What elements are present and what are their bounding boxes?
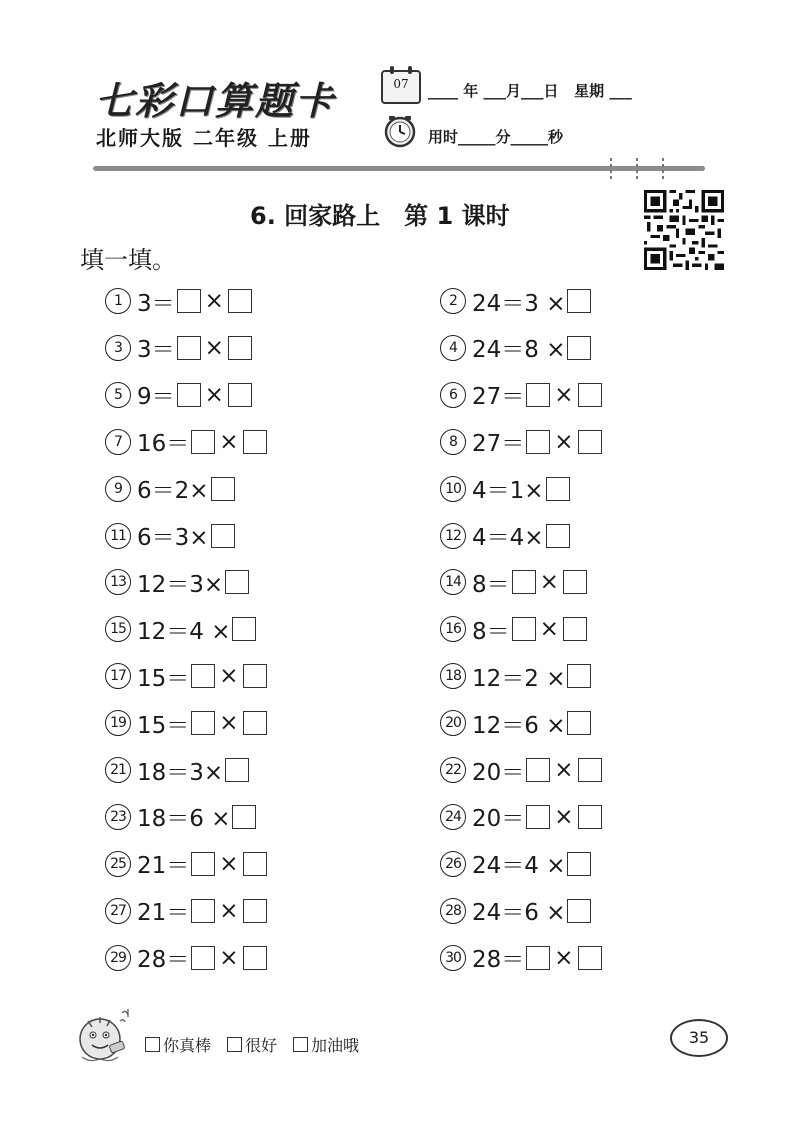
problem-expression: 9＝: [137, 384, 175, 411]
problem-expression: 8＝: [472, 571, 510, 598]
answer-box[interactable]: [567, 852, 591, 876]
problem-4: [440, 333, 593, 363]
answer-box[interactable]: [512, 617, 536, 641]
calendar-icon: [381, 70, 421, 104]
answer-box[interactable]: [211, 477, 235, 501]
rating-checkbox[interactable]: [293, 1037, 308, 1052]
answer-box[interactable]: [191, 899, 215, 923]
rating-label: 加油哦: [311, 1036, 360, 1055]
problem-number: 27: [105, 898, 131, 924]
times-sign: ×: [219, 897, 239, 924]
problem-number: 20: [440, 710, 466, 736]
times-sign: ×: [219, 663, 239, 690]
answer-box[interactable]: [243, 852, 267, 876]
problem-expression: 24＝6 ×: [472, 900, 566, 927]
problem-expression: 27＝: [472, 384, 525, 411]
problem-19: [105, 708, 269, 738]
problem-number: 16: [440, 616, 466, 642]
times-sign: ×: [539, 616, 559, 643]
problem-expression: 12＝6 ×: [472, 712, 566, 739]
answer-box[interactable]: [191, 852, 215, 876]
problem-28: [440, 896, 593, 926]
problem-20: [440, 708, 593, 738]
problem-7: [105, 427, 269, 457]
problem-expression: 21＝: [137, 900, 190, 927]
problem-number: 7: [105, 429, 131, 455]
answer-box[interactable]: [563, 617, 587, 641]
answer-box[interactable]: [228, 289, 252, 313]
times-sign: ×: [554, 381, 574, 408]
answer-box[interactable]: [225, 758, 249, 782]
answer-box[interactable]: [177, 383, 201, 407]
answer-box[interactable]: [191, 711, 215, 735]
rating-option[interactable]: [227, 1033, 277, 1056]
problem-22: [440, 755, 604, 785]
problem-expression: 6＝2×: [137, 478, 209, 505]
problem-number: 10: [440, 476, 466, 502]
problem-number: 24: [440, 804, 466, 830]
answer-box[interactable]: [228, 336, 252, 360]
problem-expression: 18＝3×: [137, 759, 224, 786]
times-sign: ×: [554, 428, 574, 455]
problem-expression: 28＝: [137, 947, 190, 974]
problem-expression: 12＝3×: [137, 571, 224, 598]
problem-expression: 4＝1×: [472, 478, 544, 505]
answer-box[interactable]: [578, 383, 602, 407]
answer-box[interactable]: [563, 570, 587, 594]
problem-number: 15: [105, 616, 131, 642]
problem-expression: 20＝: [472, 759, 525, 786]
problem-number: 17: [105, 663, 131, 689]
answer-box[interactable]: [243, 664, 267, 688]
rating-checkbox[interactable]: [145, 1037, 160, 1052]
answer-box[interactable]: [232, 805, 256, 829]
rating-label: 很好: [245, 1036, 278, 1055]
problem-1: [105, 286, 254, 316]
times-sign: ×: [219, 710, 239, 737]
times-sign: ×: [219, 944, 239, 971]
answer-box[interactable]: [243, 946, 267, 970]
answer-box[interactable]: [567, 289, 591, 313]
problem-expression: 3＝: [137, 337, 175, 364]
problem-26: [440, 849, 593, 879]
divider-tick: [610, 158, 612, 180]
times-sign: ×: [554, 757, 574, 783]
problem-17: [105, 661, 269, 691]
problem-number: 21: [105, 757, 131, 783]
answer-box[interactable]: [546, 524, 570, 548]
answer-box[interactable]: [526, 805, 550, 829]
problem-12: [440, 521, 572, 551]
answer-box[interactable]: [526, 383, 550, 407]
answer-box[interactable]: [243, 711, 267, 735]
problem-5: [105, 380, 254, 410]
problem-expression: 21＝: [137, 853, 190, 880]
problem-number: 9: [105, 476, 131, 502]
problem-expression: 8＝: [472, 618, 510, 645]
problem-number: 8: [440, 429, 466, 455]
problem-number: 4: [440, 335, 466, 361]
rating-option[interactable]: [145, 1033, 211, 1056]
brand-logo: 七彩口算题卡: [95, 79, 336, 123]
times-sign: ×: [539, 569, 559, 596]
problem-expression: 3＝: [137, 290, 175, 317]
divider-tick: [662, 158, 664, 180]
times-sign: ×: [219, 428, 239, 455]
times-sign: ×: [204, 288, 224, 314]
problem-expression: 18＝6 ×: [137, 806, 231, 833]
problem-expression: 16＝: [137, 431, 190, 458]
times-sign: ×: [554, 944, 574, 971]
answer-box[interactable]: [578, 758, 602, 782]
problem-number: 13: [105, 569, 131, 595]
problem-number: 12: [440, 523, 466, 549]
problem-18: [440, 661, 593, 691]
self-rating: [145, 1033, 359, 1056]
problem-expression: 24＝3 ×: [472, 290, 566, 317]
calendar-number: 07: [393, 77, 409, 91]
problem-number: 28: [440, 898, 466, 924]
problem-21: [105, 755, 251, 785]
problem-number: 30: [440, 945, 466, 971]
lesson-title: 6. 回家路上 第 1 课时: [250, 202, 510, 230]
problem-number: 29: [105, 945, 131, 971]
answer-box[interactable]: [578, 946, 602, 970]
problem-expression: 24＝4 ×: [472, 853, 566, 880]
clock-icon: [383, 114, 417, 148]
answer-box[interactable]: [567, 664, 591, 688]
page-number: 35: [670, 1019, 728, 1057]
answer-box[interactable]: [211, 524, 235, 548]
answer-box[interactable]: [177, 336, 201, 360]
answer-box[interactable]: [567, 336, 591, 360]
answer-box[interactable]: [578, 430, 602, 454]
problem-24: [440, 802, 604, 832]
problem-expression: 20＝: [472, 806, 525, 833]
problem-number: 14: [440, 569, 466, 595]
answer-box[interactable]: [567, 899, 591, 923]
times-sign: ×: [204, 381, 224, 408]
problem-expression: 4＝4×: [472, 525, 544, 551]
problem-27: [105, 896, 269, 926]
time-line: 用时_____分_____秒: [428, 128, 564, 146]
problem-10: [440, 474, 572, 504]
problem-13: [105, 567, 251, 597]
answer-box[interactable]: [243, 430, 267, 454]
answer-box[interactable]: [228, 383, 252, 407]
problem-number: 26: [440, 851, 466, 877]
problem-expression: 28＝: [472, 947, 525, 974]
problem-expression: 24＝8 ×: [472, 337, 566, 364]
problem-expression: 15＝: [137, 712, 190, 739]
problem-expression: 15＝: [137, 665, 190, 692]
answer-box[interactable]: [526, 430, 550, 454]
answer-box[interactable]: [526, 946, 550, 970]
problem-16: [440, 614, 589, 644]
answer-box[interactable]: [232, 617, 256, 641]
problem-number: 23: [105, 804, 131, 830]
header-divider: [93, 166, 705, 171]
edition-label: 北师大版 二年级 上册: [96, 126, 312, 150]
answer-box[interactable]: [546, 477, 570, 501]
rating-label: 你真棒: [163, 1036, 212, 1055]
problem-30: [440, 943, 604, 973]
date-line: ____ 年 ___月___日 星期 ___: [428, 82, 632, 100]
problem-15: [105, 614, 258, 644]
rating-checkbox[interactable]: [227, 1037, 242, 1052]
problem-8: [440, 427, 604, 457]
problem-number: 3: [105, 335, 131, 361]
instruction-text: 填一填。: [80, 246, 176, 274]
problem-9: [105, 474, 237, 504]
problem-number: 11: [105, 523, 131, 549]
problem-3: [105, 333, 254, 363]
problem-expression: 12＝2 ×: [472, 665, 566, 692]
answer-box[interactable]: [177, 289, 201, 313]
qr-code[interactable]: [644, 190, 724, 270]
answer-box[interactable]: [191, 946, 215, 970]
problem-11: [105, 521, 237, 551]
answer-box[interactable]: [191, 664, 215, 688]
mascot-illustration: [70, 1003, 138, 1067]
problem-number: 18: [440, 663, 466, 689]
answer-box[interactable]: [526, 758, 550, 782]
problem-number: 5: [105, 382, 131, 408]
answer-box[interactable]: [191, 430, 215, 454]
problem-number: 22: [440, 757, 466, 783]
times-sign: ×: [219, 850, 239, 877]
answer-box[interactable]: [567, 711, 591, 735]
problem-25: [105, 849, 269, 879]
problem-expression: 12＝4 ×: [137, 618, 231, 645]
problem-2: [440, 286, 593, 316]
problem-number: 2: [440, 288, 466, 314]
problem-6: [440, 380, 604, 410]
divider-tick: [636, 158, 638, 180]
problem-29: [105, 943, 269, 973]
problem-number: 6: [440, 382, 466, 408]
problem-expression: 6＝3×: [137, 525, 209, 551]
problem-number: 25: [105, 851, 131, 877]
problem-number: 1: [105, 288, 131, 314]
answer-box[interactable]: [578, 805, 602, 829]
problem-14: [440, 567, 589, 597]
times-sign: ×: [554, 803, 574, 830]
problem-number: 19: [105, 710, 131, 736]
rating-option[interactable]: [293, 1033, 359, 1056]
problem-expression: 27＝: [472, 431, 525, 458]
answer-box[interactable]: [243, 899, 267, 923]
problem-23: [105, 802, 258, 832]
times-sign: ×: [204, 334, 224, 361]
answer-box[interactable]: [512, 570, 536, 594]
answer-box[interactable]: [225, 570, 249, 594]
